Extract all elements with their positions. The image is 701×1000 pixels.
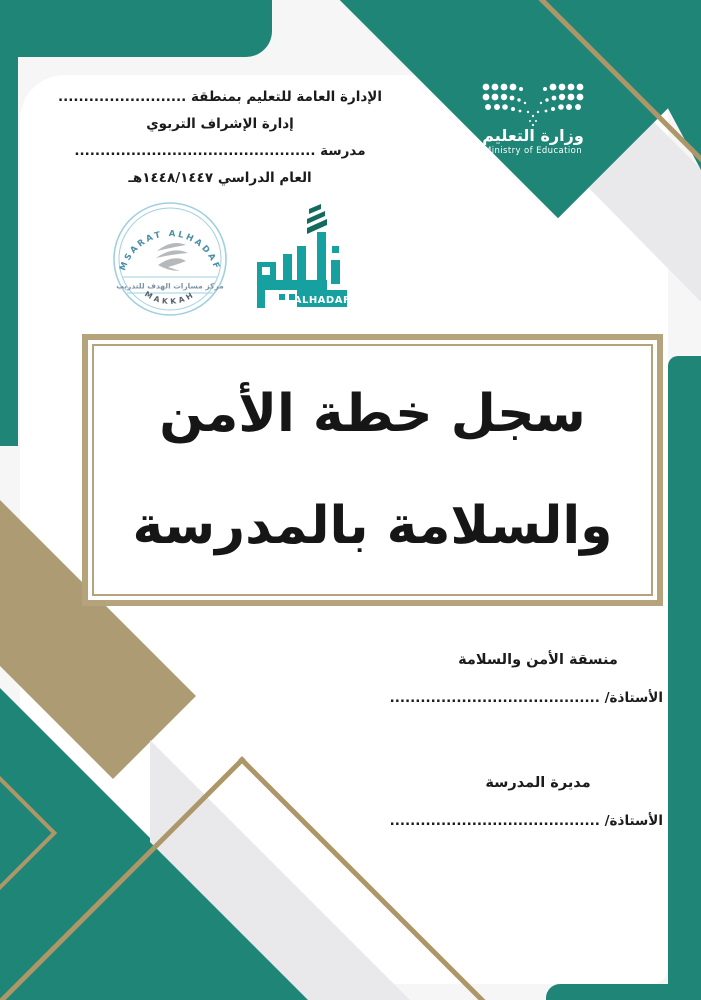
masarat-flame-icon bbox=[307, 204, 327, 234]
signature-block-principal bbox=[389, 775, 663, 829]
title-box bbox=[82, 334, 663, 606]
signature-block-coordinator bbox=[389, 652, 663, 706]
document-title-line-1: سجل خطة الأمن bbox=[159, 384, 586, 444]
header-line-administration: الإدارة العامة للتعليم بمنطقة ......................... bbox=[58, 89, 382, 105]
ministry-subtitle: Ministry of Education bbox=[483, 146, 583, 156]
signature-name-line: الأستاذة/ ......................................... bbox=[389, 690, 663, 706]
ministry-title: وزارة التعليم bbox=[482, 126, 584, 145]
header-line-supervision: إدارة الإشراف التربوي bbox=[146, 116, 294, 132]
title-box-inner-border bbox=[92, 344, 653, 596]
stamp-band-text: مركز مسارات الهدف للتدريب bbox=[116, 281, 224, 291]
signature-role: منسقة الأمن والسلامة bbox=[458, 652, 618, 668]
header-block bbox=[55, 84, 385, 192]
stamp-arc-top-text: MSARAT ALHADAF bbox=[118, 229, 222, 273]
header-line-academic-year: العام الدراسي ١٤٤٨/١٤٤٧هـ bbox=[128, 170, 312, 186]
ministry-logo-text bbox=[458, 126, 608, 157]
stamp-arc-bottom-text: MAKKAH bbox=[143, 289, 197, 307]
document-title-line-2: والسلامة بالمدرسة bbox=[132, 496, 613, 556]
signature-role: مديرة المدرسة bbox=[485, 775, 591, 791]
masarat-label: ALHADAF bbox=[293, 295, 351, 306]
signature-name-line: الأستاذة/ ......................................... bbox=[389, 813, 663, 829]
ministry-logo-dots-icon bbox=[478, 80, 588, 130]
svg-text:MAKKAH bbox=[143, 289, 197, 306]
header-line-school: مدرسة ............................................... bbox=[74, 143, 366, 159]
masarat-logo bbox=[243, 202, 353, 314]
stamp-swoosh-icon bbox=[156, 243, 188, 271]
stamp-logo bbox=[111, 200, 229, 318]
